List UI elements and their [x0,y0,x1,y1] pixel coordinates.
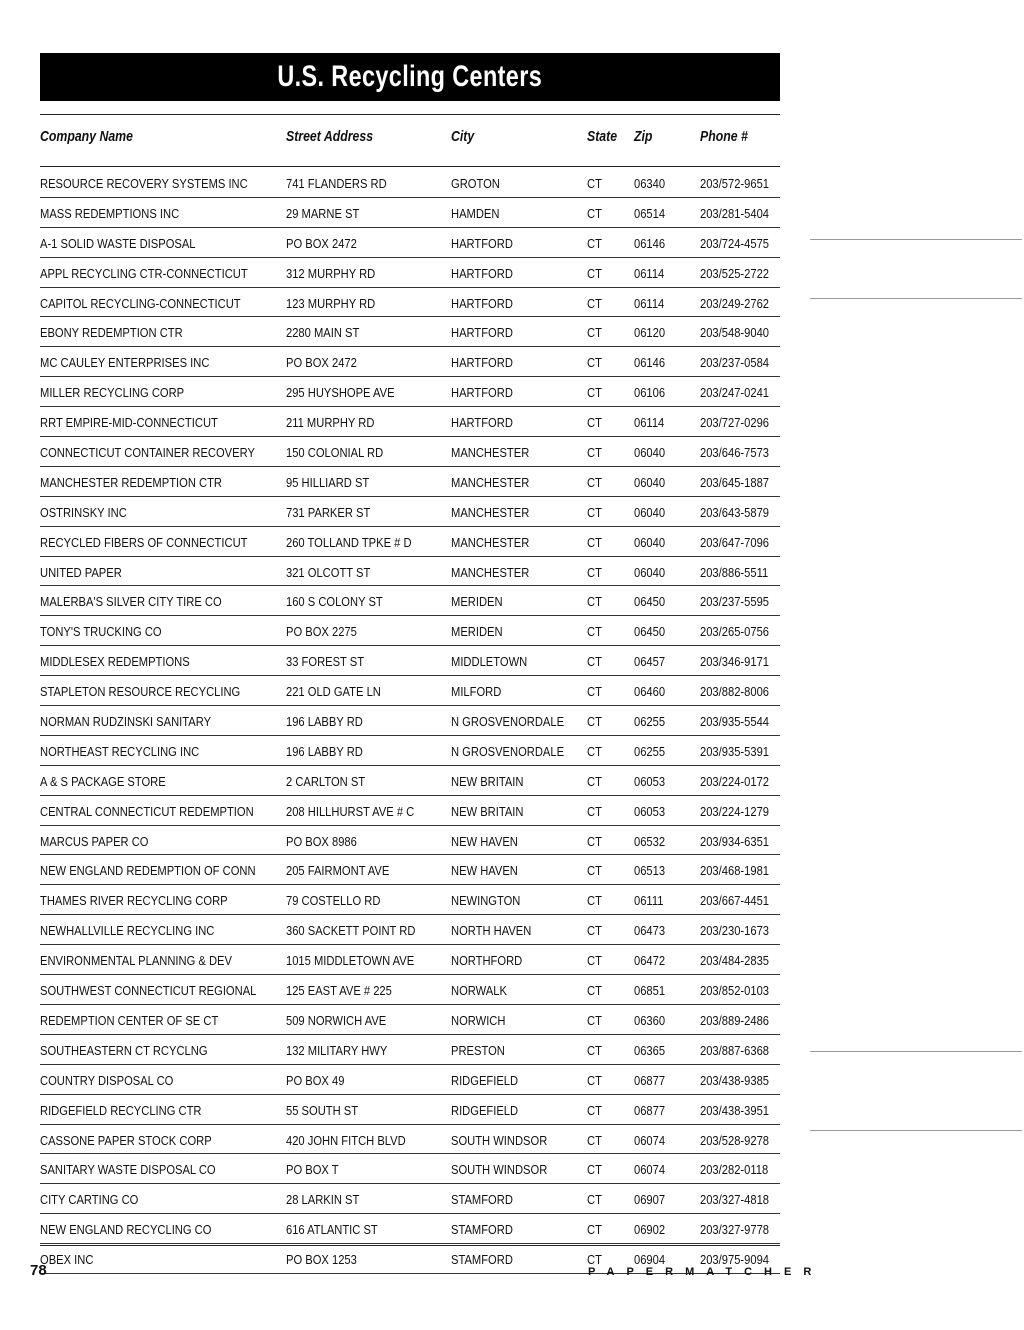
cell-city: MERIDEN [451,624,503,640]
cell-city: NEWINGTON [451,893,521,909]
cell-state: CT [587,624,602,640]
cell-zip: 06365 [634,1042,666,1058]
cell-company: A-1 SOLID WASTE DISPOSAL [40,235,196,251]
cell-company: MANCHESTER REDEMPTION CTR [40,474,222,490]
cell-street: 1015 MIDDLETOWN AVE [286,953,415,969]
cell-zip: 06040 [634,504,666,520]
cell-company: CONNECTICUT CONTAINER RECOVERY [40,445,255,461]
table-row [40,945,780,975]
cell-phone: 203/224-0172 [700,773,770,789]
cell-phone: 203/327-9778 [700,1222,770,1238]
cell-zip: 06053 [634,773,666,789]
column-headers [40,128,780,148]
cell-phone: 203/548-9040 [700,325,770,341]
cell-phone: 203/667-4451 [700,893,770,909]
cell-phone: 203/887-6368 [700,1042,770,1058]
table-row [40,467,780,497]
table-row [40,736,780,766]
cell-phone: 203/647-7096 [700,534,770,550]
cell-company: A & S PACKAGE STORE [40,773,166,789]
cell-street: 123 MURPHY RD [286,295,376,311]
cell-street: 125 EAST AVE # 225 [286,983,392,999]
cell-state: CT [587,773,602,789]
header-phone: Phone # [700,128,748,145]
cell-street: 312 MURPHY RD [286,265,376,281]
cell-company: RESOURCE RECOVERY SYSTEMS INC [40,176,248,191]
cell-company: CASSONE PAPER STOCK CORP [40,1132,212,1148]
cell-state: CT [587,385,602,401]
margin-mark [810,1051,1022,1052]
cell-street: 2280 MAIN ST [286,325,360,341]
cell-state: CT [587,893,602,909]
cell-city: SOUTH WINDSOR [451,1162,548,1178]
cell-state: CT [587,1252,602,1268]
cell-phone: 203/247-0241 [700,385,770,401]
cell-company: MARCUS PAPER CO [40,833,149,849]
cell-city: HARTFORD [451,415,513,431]
cell-phone: 203/882-8006 [700,684,770,700]
cell-state: CT [587,1222,602,1238]
cell-company: NEW ENGLAND REDEMPTION OF CONN [40,863,256,879]
cell-city: HAMDEN [451,205,500,221]
cell-zip: 06457 [634,654,666,670]
cell-city: HARTFORD [451,325,513,341]
cell-state: CT [587,833,602,849]
cell-city: GROTON [451,176,500,191]
cell-zip: 06040 [634,564,666,580]
table-row [40,317,780,347]
cell-state: CT [587,325,602,341]
cell-phone: 203/934-6351 [700,833,770,849]
table-row [40,497,780,527]
cell-city: RIDGEFIELD [451,1102,519,1118]
cell-state: CT [587,504,602,520]
cell-street: 2 CARLTON ST [286,773,366,789]
cell-zip: 06255 [634,743,666,759]
table-row [40,1125,780,1155]
cell-company: CENTRAL CONNECTICUT REDEMPTION [40,803,254,819]
cell-state: CT [587,803,602,819]
cell-city: N GROSVENORDALE [451,714,565,730]
cell-state: CT [587,445,602,461]
cell-phone: 203/327-4818 [700,1192,770,1208]
cell-state: CT [587,1162,602,1178]
cell-phone: 203/282-0118 [700,1162,769,1178]
cell-phone: 203/484-2835 [700,953,770,969]
cell-city: MERIDEN [451,594,503,610]
cell-street: PO BOX 2275 [286,624,357,640]
cell-city: NORTHFORD [451,953,523,969]
cell-zip: 06851 [634,983,666,999]
cell-company: MILLER RECYCLING CORP [40,385,185,401]
table-row [40,766,780,796]
cell-street: 33 FOREST ST [286,654,365,670]
cell-phone: 203/889-2486 [700,1012,770,1028]
cell-zip: 06111 [634,893,664,909]
cell-phone: 203/438-3951 [700,1102,770,1118]
table-row [40,706,780,736]
cell-street: 196 LABBY RD [286,714,363,730]
table-row [40,975,780,1005]
cell-zip: 06532 [634,833,666,849]
bottom-rule [40,1245,780,1246]
cell-street: 420 JOHN FITCH BLVD [286,1132,406,1148]
cell-zip: 06450 [634,594,666,610]
header-company: Company Name [40,128,133,145]
cell-state: CT [587,714,602,730]
cell-phone: 203/935-5544 [700,714,770,730]
cell-street: PO BOX 1253 [286,1252,357,1268]
margin-mark [810,239,1022,240]
cell-state: CT [587,863,602,879]
cell-city: MILFORD [451,684,502,700]
cell-state: CT [587,235,602,251]
cell-zip: 06053 [634,803,666,819]
table-row [40,258,780,288]
recycling-center-table [40,168,780,1274]
cell-state: CT [587,415,602,431]
cell-zip: 06513 [634,863,666,879]
cell-phone: 203/643-5879 [700,504,770,520]
cell-street: PO BOX 2472 [286,355,357,371]
table-row [40,1035,780,1065]
table-row [40,1214,780,1244]
cell-company: APPL RECYCLING CTR-CONNECTICUT [40,265,248,281]
cell-phone: 203/852-0103 [700,983,770,999]
cell-city: N GROSVENORDALE [451,743,565,759]
cell-phone: 203/346-9171 [700,654,770,670]
cell-city: STAMFORD [451,1192,513,1208]
cell-company: REDEMPTION CENTER OF SE CT [40,1012,219,1028]
cell-state: CT [587,265,602,281]
cell-phone: 203/224-1279 [700,803,770,819]
cell-city: NORTH HAVEN [451,923,532,939]
cell-street: 150 COLONIAL RD [286,445,384,461]
cell-company: RECYCLED FIBERS OF CONNECTICUT [40,534,248,550]
cell-company: NORTHEAST RECYCLING INC [40,743,200,759]
header-street: Street Address [286,128,374,145]
cell-phone: 203/438-9385 [700,1072,770,1088]
table-row [40,885,780,915]
cell-phone: 203/645-1887 [700,474,770,490]
cell-street: PO BOX 49 [286,1072,345,1088]
cell-phone: 203/525-2722 [700,265,770,281]
cell-company: RIDGEFIELD RECYCLING CTR [40,1102,202,1118]
table-row [40,796,780,826]
cell-street: 196 LABBY RD [286,743,363,759]
cell-state: CT [587,564,602,580]
cell-company: ENVIRONMENTAL PLANNING & DEV [40,953,232,969]
cell-state: CT [587,534,602,550]
cell-state: CT [587,654,602,670]
table-row [40,855,780,885]
cell-zip: 06074 [634,1132,666,1148]
cell-phone: 203/237-5595 [700,594,770,610]
cell-company: SANITARY WASTE DISPOSAL CO [40,1162,216,1178]
cell-company: UNITED PAPER [40,564,122,580]
cell-street: 221 OLD GATE LN [286,684,381,700]
cell-company: CITY CARTING CO [40,1192,139,1208]
table-row [40,527,780,557]
cell-zip: 06877 [634,1072,666,1088]
cell-state: CT [587,295,602,311]
header-city: City [451,128,475,145]
table-row [40,676,780,706]
table-row [40,586,780,616]
cell-city: NEW HAVEN [451,863,518,879]
cell-city: RIDGEFIELD [451,1072,519,1088]
cell-city: NEW HAVEN [451,833,518,849]
cell-company: OSTRINSKY INC [40,504,127,520]
cell-company: SOUTHWEST CONNECTICUT REGIONAL [40,983,257,999]
cell-phone: 203/886-5511 [700,564,769,580]
cell-city: HARTFORD [451,235,513,251]
cell-street: 260 TOLLAND TPKE # D [286,534,412,550]
table-row [40,347,780,377]
table-row [40,646,780,676]
cell-street: 321 OLCOTT ST [286,564,371,580]
table-row [40,557,780,587]
cell-zip: 06514 [634,205,666,221]
header-rule [40,166,780,167]
cell-street: PO BOX T [286,1162,339,1178]
cell-city: MANCHESTER [451,564,530,580]
cell-street: 160 S COLONY ST [286,594,383,610]
cell-street: 208 HILLHURST AVE # C [286,803,415,819]
table-row [40,407,780,437]
cell-street: 28 LARKIN ST [286,1192,360,1208]
cell-company: OBEX INC [40,1252,94,1268]
cell-zip: 06904 [634,1252,666,1268]
cell-phone: 203/265-0756 [700,624,770,640]
cell-phone: 203/230-1673 [700,923,770,939]
cell-street: 616 ATLANTIC ST [286,1222,378,1238]
cell-city: HARTFORD [451,295,513,311]
cell-city: NORWALK [451,983,507,999]
table-row [40,1095,780,1125]
table-row [40,616,780,646]
cell-street: 55 SOUTH ST [286,1102,359,1118]
cell-state: CT [587,176,602,191]
cell-city: MANCHESTER [451,445,530,461]
cell-street: 79 COSTELLO RD [286,893,381,909]
top-rule [40,114,780,115]
margin-mark [810,298,1022,299]
cell-state: CT [587,923,602,939]
cell-city: HARTFORD [451,355,513,371]
cell-street: 132 MILITARY HWY [286,1042,388,1058]
cell-zip: 06074 [634,1162,666,1178]
cell-phone: 203/727-0296 [700,415,770,431]
cell-city: NEW BRITAIN [451,803,524,819]
cell-state: CT [587,594,602,610]
cell-company: NEWHALLVILLE RECYCLING INC [40,923,215,939]
cell-state: CT [587,1132,602,1148]
cell-phone: 203/935-5391 [700,743,770,759]
cell-zip: 06360 [634,1012,666,1028]
cell-street: 731 PARKER ST [286,504,371,520]
cell-phone: 203/724-4575 [700,235,770,251]
cell-zip: 06450 [634,624,666,640]
table-row [40,1065,780,1095]
table-row [40,437,780,467]
table-row [40,826,780,856]
cell-company: STAPLETON RESOURCE RECYCLING [40,684,241,700]
cell-company: THAMES RIVER RECYCLING CORP [40,893,228,909]
table-row [40,915,780,945]
cell-zip: 06340 [634,176,666,191]
cell-street: 29 MARNE ST [286,205,360,221]
cell-zip: 06146 [634,355,666,371]
cell-zip: 06146 [634,235,666,251]
cell-phone: 203/249-2762 [700,295,770,311]
cell-zip: 06106 [634,385,666,401]
cell-phone: 203/572-9651 [700,176,770,191]
cell-phone: 203/975-9094 [700,1252,770,1268]
cell-city: MANCHESTER [451,504,530,520]
cell-company: RRT EMPIRE-MID-CONNECTICUT [40,415,218,431]
cell-city: STAMFORD [451,1252,513,1268]
page-number: 78 [30,1262,47,1279]
cell-street: PO BOX 8986 [286,833,357,849]
cell-zip: 06472 [634,953,666,969]
cell-state: CT [587,1012,602,1028]
cell-zip: 06040 [634,474,666,490]
cell-zip: 06460 [634,684,666,700]
cell-city: MANCHESTER [451,534,530,550]
cell-city: NORWICH [451,1012,506,1028]
cell-state: CT [587,474,602,490]
header-zip: Zip [634,128,653,145]
cell-state: CT [587,355,602,371]
cell-city: HARTFORD [451,385,513,401]
cell-state: CT [587,1072,602,1088]
cell-company: SOUTHEASTERN CT RCYCLNG [40,1042,208,1058]
cell-company: MIDDLESEX REDEMPTIONS [40,654,190,670]
table-row [40,288,780,318]
cell-state: CT [587,205,602,221]
cell-city: SOUTH WINDSOR [451,1132,548,1148]
table-row [40,1005,780,1035]
cell-state: CT [587,684,602,700]
cell-zip: 06907 [634,1192,666,1208]
table-row [40,168,780,198]
cell-phone: 203/468-1981 [700,863,770,879]
cell-company: MALERBA'S SILVER CITY TIRE CO [40,594,222,610]
cell-city: MIDDLETOWN [451,654,528,670]
cell-street: 509 NORWICH AVE [286,1012,387,1028]
cell-zip: 06902 [634,1222,666,1238]
cell-zip: 06120 [634,325,666,341]
table-row [40,228,780,258]
cell-street: 205 FAIRMONT AVE [286,863,390,879]
cell-state: CT [587,953,602,969]
cell-zip: 06040 [634,534,666,550]
cell-zip: 06877 [634,1102,666,1118]
table-row [40,377,780,407]
cell-state: CT [587,743,602,759]
cell-company: COUNTRY DISPOSAL CO [40,1072,174,1088]
table-row [40,198,780,228]
cell-street: 360 SACKETT POINT RD [286,923,416,939]
cell-street: PO BOX 2472 [286,235,357,251]
cell-company: TONY'S TRUCKING CO [40,624,162,640]
page-title-banner [40,53,780,101]
cell-street: 211 MURPHY RD [286,415,375,431]
cell-zip: 06114 [634,415,665,431]
header-state: State [587,128,618,145]
cell-state: CT [587,1102,602,1118]
cell-state: CT [587,983,602,999]
table-row [40,1184,780,1214]
cell-phone: 203/281-5404 [700,205,770,221]
cell-street: 741 FLANDERS RD [286,176,387,191]
cell-company: CAPITOL RECYCLING-CONNECTICUT [40,295,241,311]
cell-company: NEW ENGLAND RECYCLING CO [40,1222,212,1238]
cell-phone: 203/528-9278 [700,1132,770,1148]
page-title: U.S. Recycling Centers [277,60,543,93]
cell-company: MASS REDEMPTIONS INC [40,205,180,221]
cell-company: EBONY REDEMPTION CTR [40,325,183,341]
cell-street: 95 HILLIARD ST [286,474,370,490]
cell-state: CT [587,1192,602,1208]
margin-mark [810,1130,1022,1131]
table-row [40,1154,780,1184]
cell-zip: 06040 [634,445,666,461]
cell-street: 295 HUYSHOPE AVE [286,385,395,401]
cell-company: MC CAULEY ENTERPRISES INC [40,355,210,371]
cell-city: STAMFORD [451,1222,513,1238]
cell-zip: 06255 [634,714,666,730]
publication-name: PAPERMATCHER [588,1266,824,1278]
cell-phone: 203/237-0584 [700,355,770,371]
cell-zip: 06114 [634,265,665,281]
cell-city: MANCHESTER [451,474,530,490]
cell-phone: 203/646-7573 [700,445,770,461]
cell-company: NORMAN RUDZINSKI SANITARY [40,714,212,730]
cell-zip: 06473 [634,923,666,939]
cell-city: PRESTON [451,1042,505,1058]
cell-zip: 06114 [634,295,665,311]
cell-city: HARTFORD [451,265,513,281]
cell-state: CT [587,1042,602,1058]
cell-city: NEW BRITAIN [451,773,524,789]
